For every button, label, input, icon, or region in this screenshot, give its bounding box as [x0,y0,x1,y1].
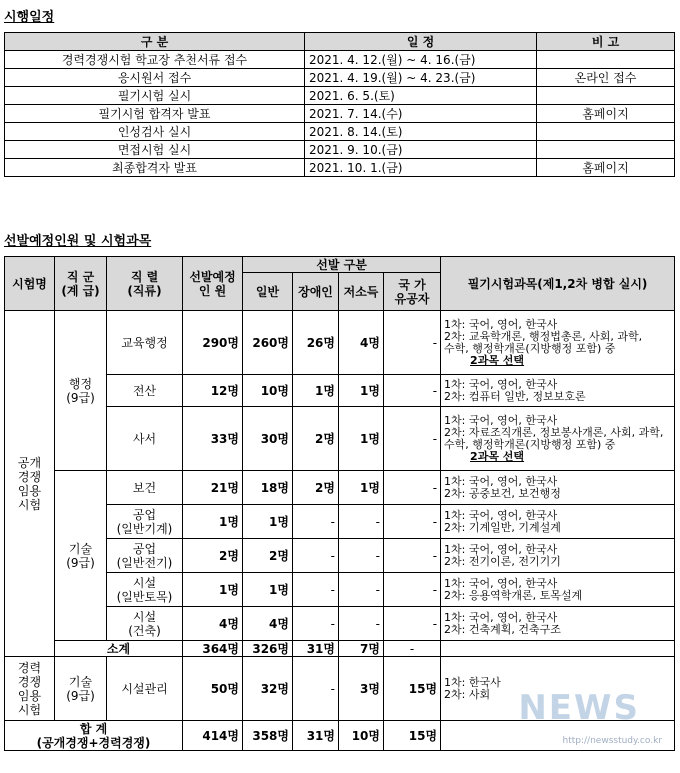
disabled-count: - [293,573,339,607]
subject-2: 2차: 응용역학개론, 토목설계 [444,588,583,602]
lowincome-count: - [339,505,384,539]
schedule-item: 면접시험 실시 [5,141,305,159]
header-selection-group: 선발 구분 [243,257,441,273]
schedule-date: 2021. 6. 5.(토) [305,87,537,105]
table-row [5,471,675,505]
schedule-date: 2021. 4. 19.(월) ~ 4. 23.(금) [305,69,537,87]
subject-2: 2차: 교육학개론, 행정법총론, 사회, 과학, 수학, 행정학개론(지방행정 포함) 중 [444,329,643,355]
subject-1: 1차: 국어, 영어, 한국사 [444,508,558,522]
admin-group: 행정 (9급) [55,311,107,471]
general-count: 2명 [243,539,293,573]
subject-1: 1차: 국어, 영어, 한국사 [444,610,558,624]
jikryul: 공업 (일반전기) [107,539,183,573]
subjects [441,311,675,375]
lowincome-count: 3명 [339,657,384,721]
subject-1: 1차: 국어, 영어, 한국사 [444,413,558,427]
subject-1: 1차: 국어, 영어, 한국사 [444,576,558,590]
subjects [441,505,675,539]
general-count: 32명 [243,657,293,721]
merit-count: - [384,471,441,505]
header-note: 비 고 [537,33,675,51]
jikryul: 교육행정 [107,311,183,375]
header-lowincome: 저소득 [339,273,384,311]
lowincome-count: 1명 [339,375,384,407]
subject-2: 2차: 컴퓨터 일반, 정보보호론 [444,389,586,403]
lowincome-count: 4명 [339,311,384,375]
subject-2: 2차: 공중보건, 보건행정 [444,486,561,500]
header-category: 구 분 [5,33,305,51]
header-subjects: 필기시험과목(제1,2차 병합 실시) [441,257,675,311]
watermark-logo: NEWS [518,688,640,728]
jikryul: 공업 (일반기계) [107,505,183,539]
tech-group: 기술 (9급) [55,471,107,641]
quota-table [4,256,675,751]
plan-count: 33명 [183,407,243,471]
merit-count: 15명 [384,721,441,751]
subtotal-empty [441,641,675,657]
lowincome-count: - [339,607,384,641]
subject-1: 1차: 국어, 영어, 한국사 [444,474,558,488]
subjects [441,573,675,607]
schedule-note: 홈페이지 [537,105,675,123]
table-row [5,311,675,375]
general-count: 30명 [243,407,293,471]
header-general: 일반 [243,273,293,311]
schedule-item: 인성검사 실시 [5,123,305,141]
schedule-date: 2021. 7. 14.(수) [305,105,537,123]
merit-count: - [384,505,441,539]
subject-3: 2과목 선택 [470,353,525,367]
lowincome-count: - [339,539,384,573]
open-exam-label: 공개 경쟁 임용 시험 [5,311,55,657]
quota-title: 선발예정인원 및 시험과목 [4,234,152,249]
schedule-note [537,87,675,105]
general-count: 260명 [243,311,293,375]
lowincome-count: 10명 [339,721,384,751]
header-plan: 선발예정 인 원 [183,257,243,311]
disabled-count: - [293,539,339,573]
subject-2: 2차: 자료조직개론, 정보봉사개론, 사회, 과학, 수학, 행정학개론(지방행정 포함) 중 [444,425,664,451]
schedule-date: 2021. 10. 1.(금) [305,159,537,177]
schedule-item: 응시원서 접수 [5,69,305,87]
lowincome-count: 7명 [339,641,384,657]
merit-count: - [384,539,441,573]
jikryul: 시설관리 [107,657,183,721]
subject-1: 1차: 국어, 영어, 한국사 [444,542,558,556]
merit-count: - [384,573,441,607]
watermark-url: http://newsstudy.co.kr [562,736,662,746]
plan-count: 4명 [183,607,243,641]
jikryul: 사서 [107,407,183,471]
disabled-count: 31명 [293,721,339,751]
subject-2: 2차: 전기이론, 전기기기 [444,554,561,568]
disabled-count: 26명 [293,311,339,375]
table-row [5,69,675,87]
lowincome-count: - [339,573,384,607]
subject-3: 2과목 선택 [470,449,525,463]
jikryul: 시설 (일반토목) [107,573,183,607]
table-row [5,105,675,123]
general-count: 358명 [243,721,293,751]
merit-count: - [384,641,441,657]
plan-count: 1명 [183,573,243,607]
jikryul: 시설 (건축) [107,607,183,641]
header-jikgun: 직 군 (계 급) [55,257,107,311]
schedule-note: 온라인 접수 [537,69,675,87]
general-count: 4명 [243,607,293,641]
general-count: 10명 [243,375,293,407]
schedule-date: 2021. 4. 12.(월) ~ 4. 16.(금) [305,51,537,69]
schedule-title: 시행일정 [4,10,55,25]
plan-count: 50명 [183,657,243,721]
merit-count: - [384,311,441,375]
header-exam: 시험명 [5,257,55,311]
subjects [441,375,675,407]
plan-count: 2명 [183,539,243,573]
career-exam-label: 경력 경쟁 임용 시험 [5,657,55,721]
header-disabled: 장애인 [293,273,339,311]
plan-count: 364명 [183,641,243,657]
total-label: 합 계 (공개경쟁+경력경쟁) [5,721,183,751]
schedule-item: 최종합격자 발표 [5,159,305,177]
disabled-count: - [293,505,339,539]
disabled-count: 2명 [293,471,339,505]
general-count: 326명 [243,641,293,657]
disabled-count: - [293,607,339,641]
subject-2: 2차: 사회 [444,687,491,701]
schedule-item: 필기시험 실시 [5,87,305,105]
schedule-item: 필기시험 합격자 발표 [5,105,305,123]
subject-1: 1차: 한국사 [444,675,501,689]
table-row [5,87,675,105]
plan-count: 21명 [183,471,243,505]
schedule-date: 2021. 8. 14.(토) [305,123,537,141]
subtotal-row [5,641,675,657]
lowincome-count: 1명 [339,471,384,505]
table-row [5,123,675,141]
disabled-count: 2명 [293,407,339,471]
plan-count: 1명 [183,505,243,539]
lowincome-count: 1명 [339,407,384,471]
merit-count: - [384,375,441,407]
plan-count: 12명 [183,375,243,407]
schedule-note [537,51,675,69]
merit-count: - [384,607,441,641]
schedule-note: 홈페이지 [537,159,675,177]
jikryul: 전산 [107,375,183,407]
subject-2: 2차: 기계일반, 기계설계 [444,520,561,534]
schedule-note [537,141,675,159]
general-count: 18명 [243,471,293,505]
schedule-item: 경력경쟁시험 학교장 추천서류 접수 [5,51,305,69]
jikryul: 보건 [107,471,183,505]
disabled-count: 31명 [293,641,339,657]
schedule-header-row [5,33,675,51]
general-count: 1명 [243,573,293,607]
schedule-date: 2021. 9. 10.(금) [305,141,537,159]
subject-1: 1차: 국어, 영어, 한국사 [444,317,558,331]
plan-count: 290명 [183,311,243,375]
merit-count: 15명 [384,657,441,721]
disabled-count: 1명 [293,375,339,407]
subtotal-label: 소계 [55,641,183,657]
schedule-table [4,32,675,177]
subject-1: 1차: 국어, 영어, 한국사 [444,377,558,391]
header-jikryul: 직 렬 (직류) [107,257,183,311]
schedule-note [537,123,675,141]
table-row [5,51,675,69]
header-merit: 국 가 유공자 [384,273,441,311]
merit-count: - [384,407,441,471]
table-row [5,159,675,177]
table-row [5,141,675,159]
disabled-count: - [293,657,339,721]
career-group: 기술 (9급) [55,657,107,721]
subjects [441,607,675,641]
plan-count: 414명 [183,721,243,751]
subjects [441,471,675,505]
header-date: 일 정 [305,33,537,51]
subject-2: 2차: 건축계획, 건축구조 [444,622,561,636]
subjects [441,539,675,573]
general-count: 1명 [243,505,293,539]
subjects [441,407,675,471]
